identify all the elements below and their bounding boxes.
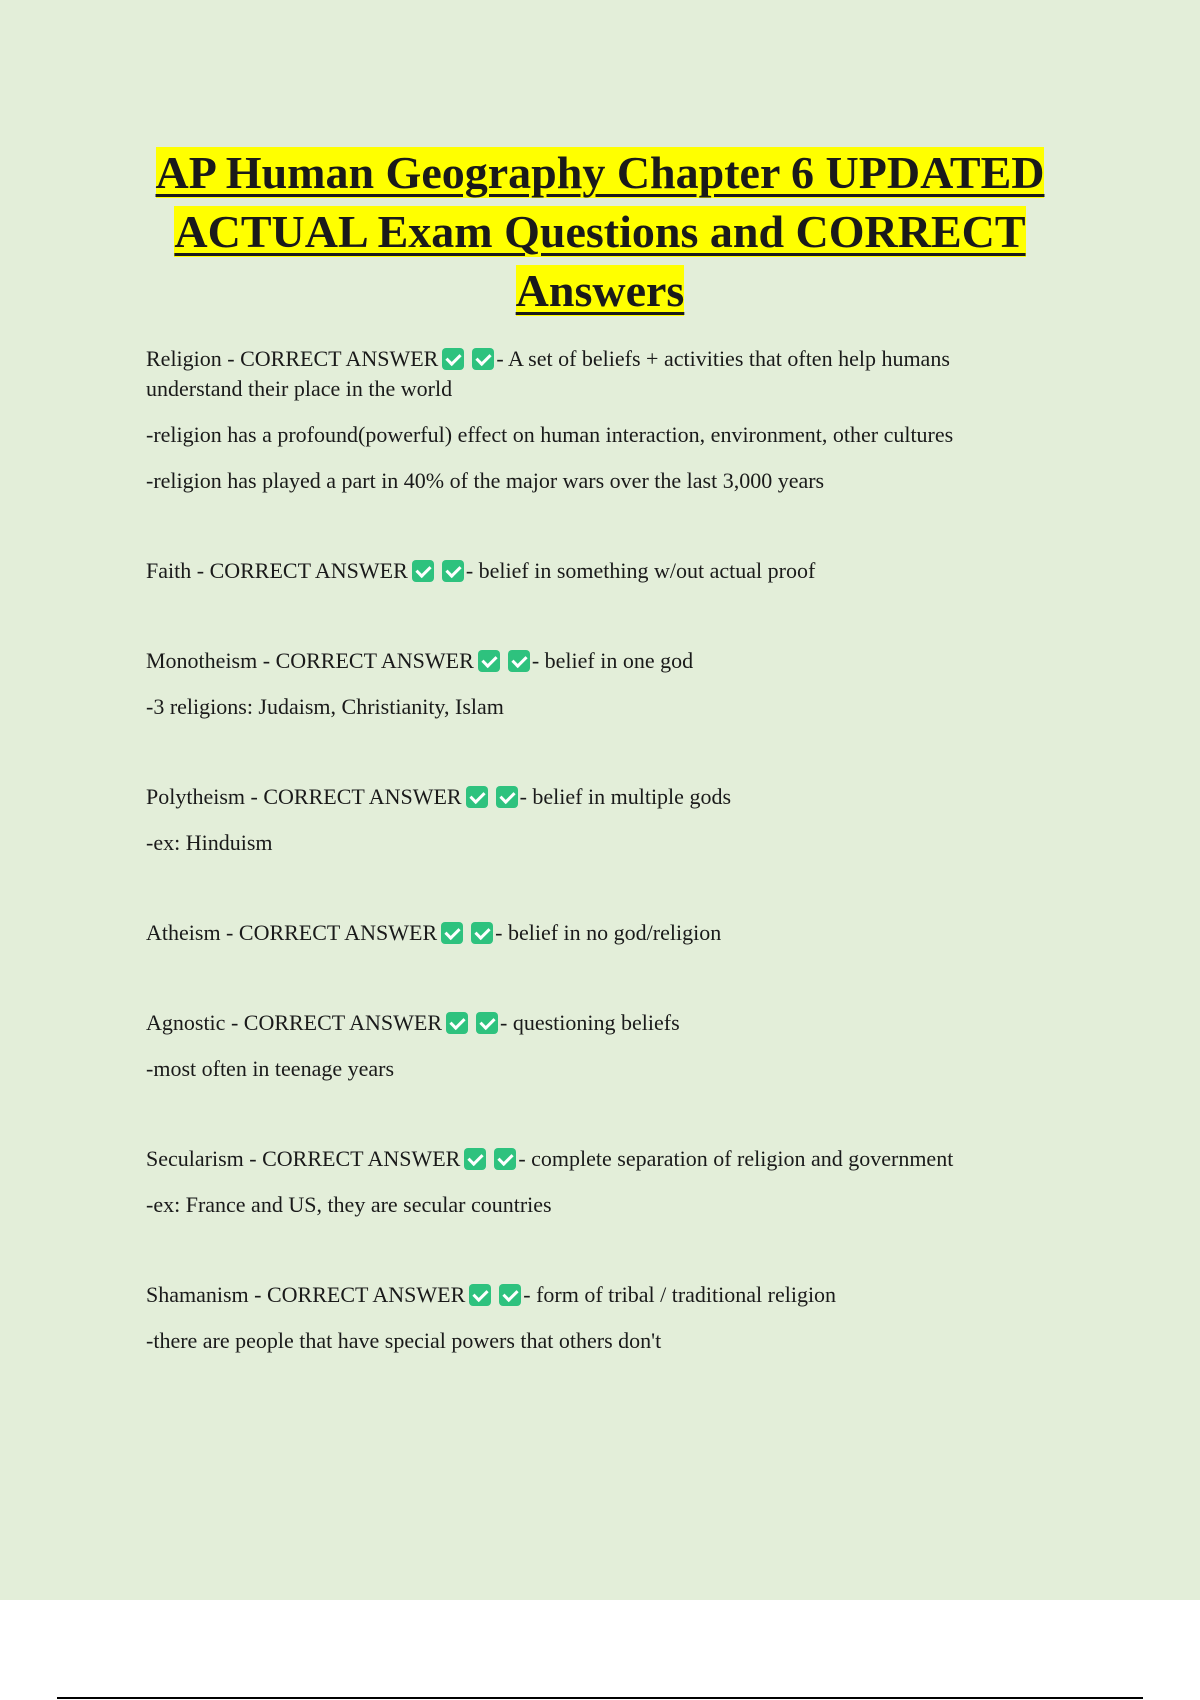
qa-term: Faith - <box>146 558 205 583</box>
qa-term: Polytheism - <box>146 784 258 809</box>
qa-term: Secularism - <box>146 1146 257 1171</box>
qa-note: -religion has a profound(powerful) effect on human interaction, environment, other cultures <box>146 422 954 447</box>
qa-entry <box>146 1280 1046 1356</box>
check-mark-icon <box>464 1148 486 1170</box>
qa-term: Monotheism - <box>146 648 271 673</box>
qa-entry <box>146 918 1046 948</box>
qa-note: -ex: Hinduism <box>146 830 273 855</box>
qa-question-line <box>146 344 1046 404</box>
check-mark-icon <box>442 348 464 370</box>
qa-definition: - belief in something w/out actual proof <box>465 558 816 583</box>
qa-definition: - A set of beliefs + activities that often help humans understand their place in the world <box>146 346 950 401</box>
correct-answer-label: CORRECT ANSWER <box>209 558 408 583</box>
check-mark-icon <box>494 1148 516 1170</box>
qa-term: Shamanism - <box>146 1282 262 1307</box>
qa-question-line <box>146 918 1046 948</box>
correct-answer-label: CORRECT ANSWER <box>262 1146 461 1171</box>
check-mark-icon <box>499 1284 521 1306</box>
qa-question-line <box>146 782 1046 812</box>
qa-note: -ex: France and US, they are secular countries <box>146 1192 552 1217</box>
footer-divider <box>57 1697 1143 1699</box>
check-mark-icon <box>471 922 493 944</box>
qa-note: -3 religions: Judaism, Christianity, Islam <box>146 694 504 719</box>
qa-definition: - belief in one god <box>531 648 694 673</box>
correct-answer-label: CORRECT ANSWER <box>275 648 474 673</box>
check-mark-icon <box>412 560 434 582</box>
qa-note: -religion has played a part in 40% of the major wars over the last 3,000 years <box>146 468 825 493</box>
page-title <box>100 143 1100 320</box>
qa-entry <box>146 1008 1046 1084</box>
correct-answer-label: CORRECT ANSWER <box>243 1010 443 1035</box>
qa-question-line <box>146 1144 1046 1174</box>
title-line-1: AP Human Geography Chapter 6 UPDATED <box>155 147 1045 198</box>
correct-answer-label: CORRECT ANSWER <box>263 784 462 809</box>
check-mark-icon <box>476 1012 498 1034</box>
check-mark-icon <box>469 1284 491 1306</box>
qa-entry <box>146 646 1046 722</box>
qa-note: -most often in teenage years <box>146 1056 395 1081</box>
qa-entry <box>146 782 1046 858</box>
qa-entry <box>146 556 1046 586</box>
qa-question-line <box>146 646 1046 676</box>
qa-list <box>146 344 1046 1356</box>
correct-answer-label: CORRECT ANSWER <box>240 346 439 371</box>
qa-term: Religion - <box>146 346 235 371</box>
qa-definition: - belief in multiple gods <box>519 784 731 809</box>
title-line-3: Answers <box>515 265 685 316</box>
correct-answer-label: CORRECT ANSWER <box>238 920 438 945</box>
qa-term: Atheism - <box>146 920 234 945</box>
check-mark-icon <box>466 786 488 808</box>
qa-entry <box>146 344 1046 496</box>
qa-term: Agnostic - <box>146 1010 239 1035</box>
qa-note: -there are people that have special powers that others don't <box>146 1328 662 1353</box>
qa-question-line <box>146 556 1046 586</box>
qa-definition: - belief in no god/religion <box>495 920 722 945</box>
check-mark-icon <box>478 650 500 672</box>
qa-definition: - form of tribal / traditional religion <box>523 1282 837 1307</box>
check-mark-icon <box>472 348 494 370</box>
title-line-2: ACTUAL Exam Questions and CORRECT <box>174 206 1026 257</box>
check-mark-icon <box>442 560 464 582</box>
qa-definition: - complete separation of religion and government <box>518 1146 954 1171</box>
qa-definition: - questioning beliefs <box>500 1010 680 1035</box>
qa-question-line <box>146 1008 1046 1038</box>
check-mark-icon <box>508 650 530 672</box>
correct-answer-label: CORRECT ANSWER <box>267 1282 466 1307</box>
check-mark-icon <box>441 922 463 944</box>
qa-entry <box>146 1144 1046 1220</box>
check-mark-icon <box>496 786 518 808</box>
qa-question-line <box>146 1280 1046 1310</box>
check-mark-icon <box>446 1012 468 1034</box>
